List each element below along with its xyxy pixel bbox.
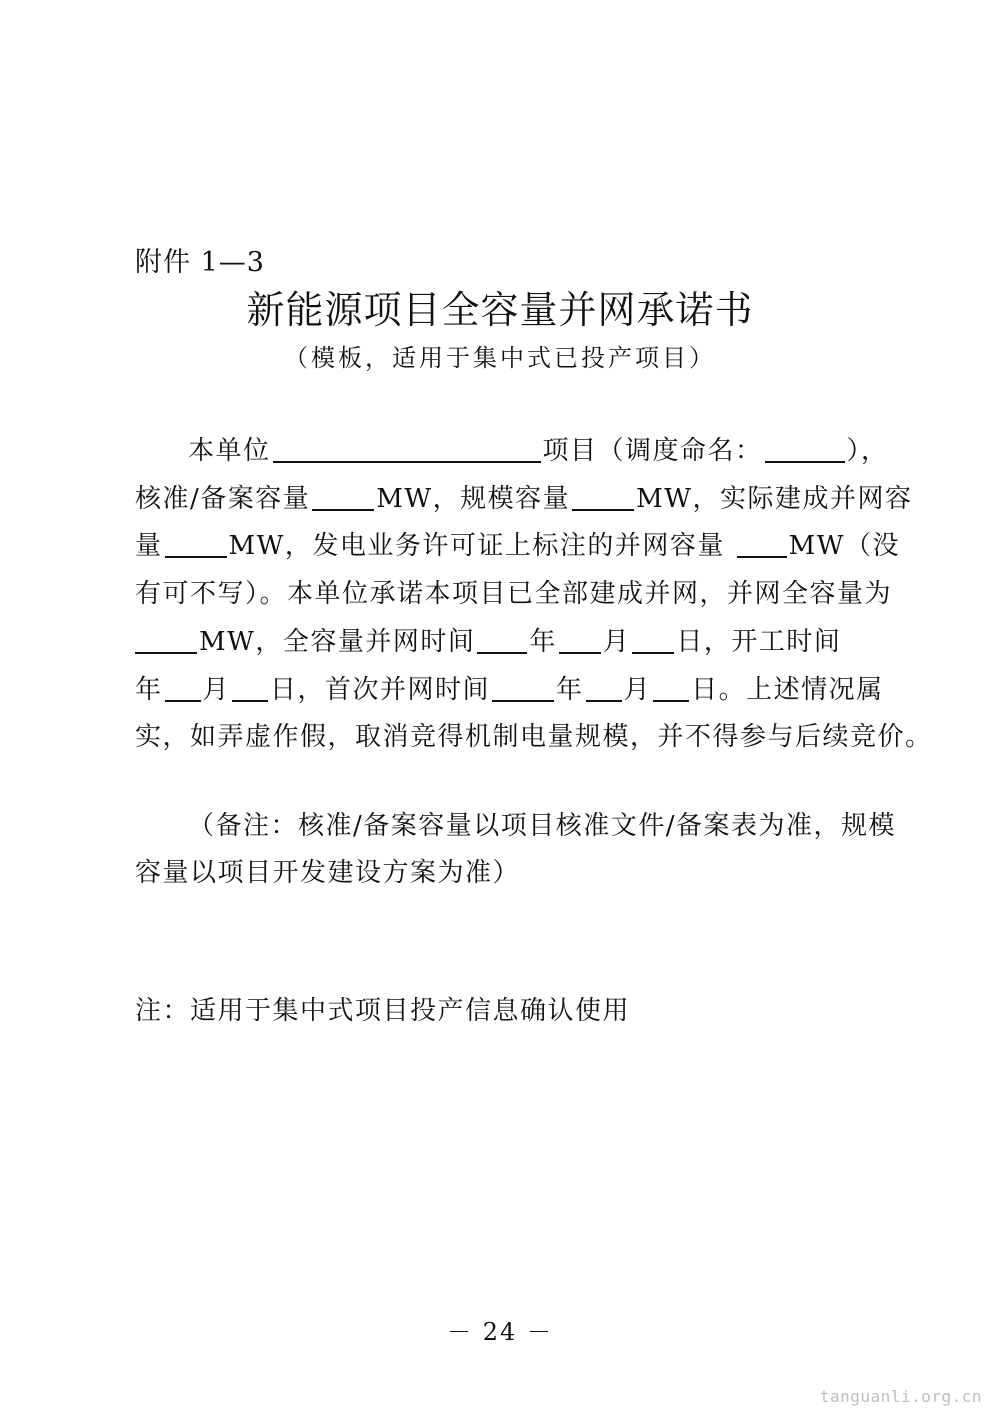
text-segment: 年 (556, 674, 584, 705)
text-segment: MW（没 (788, 531, 900, 562)
text-segment: 日。上述情况属 (691, 674, 884, 705)
text-segment: 量 (135, 531, 163, 562)
text-segment: 日，首次并网时间 (270, 674, 491, 705)
text-segment: 项目（调度命名： (542, 436, 763, 466)
first-grid-year-blank[interactable] (492, 670, 554, 702)
full-grid-month-blank[interactable] (559, 622, 601, 654)
text-segment: MW，发电业务许可证上标注的并网容量 (228, 531, 735, 562)
text-segment: 月 (623, 674, 652, 705)
annex-label: 附件 1—3 (135, 247, 265, 278)
text-segment: ）， (846, 436, 889, 466)
full-grid-year-blank[interactable] (477, 622, 527, 654)
full-grid-day-blank[interactable] (632, 622, 674, 654)
text-segment: 本单位 (188, 436, 271, 466)
text-segment: 日，开工时间 (676, 626, 842, 657)
paragraph-line-6 (135, 667, 884, 715)
first-grid-day-blank[interactable] (653, 670, 689, 702)
remark-line-2: 容量以项目开发建设方案为准） (135, 858, 521, 888)
text-segment: 核准/备案容量 (135, 483, 311, 514)
scale-capacity-blank[interactable] (572, 479, 634, 511)
document-subtitle: （模板，适用于集中式已投产项目） (284, 344, 716, 372)
dispatch-name-blank[interactable] (765, 431, 845, 463)
start-month-blank[interactable] (165, 670, 201, 702)
license-capacity-blank[interactable] (737, 526, 787, 558)
text-segment: 有可不写）。本单位承诺本项目已全部建成并网，并网全容量为 (135, 579, 893, 610)
page-number: － 24 － (447, 1318, 553, 1346)
paragraph-line-1 (135, 428, 889, 476)
paragraph-line-4 (135, 571, 893, 619)
text-segment: 年 (135, 674, 163, 705)
text-segment: 年 (529, 626, 557, 657)
start-day-blank[interactable] (232, 670, 268, 702)
paragraph-line-7 (135, 714, 933, 762)
document-title: 新能源项目全容量并网承诺书 (246, 288, 754, 332)
approved-capacity-blank[interactable] (312, 479, 374, 511)
footnote: 注：适用于集中式项目投产信息确认使用 (135, 996, 631, 1026)
remark-line-1: （备注：核准/备案容量以项目核准文件/备案表为准，规模 (188, 811, 897, 841)
remark-paragraph (135, 803, 897, 897)
text-segment: MW，规模容量 (376, 483, 571, 514)
text-segment: 月 (602, 626, 631, 657)
text-segment: MW，实际建成并网容 (636, 483, 913, 514)
unit-name-blank[interactable] (273, 431, 541, 463)
paragraph-line-3 (135, 523, 900, 571)
text-segment: 实，如弄虚作假，取消竞得机制电量规模，并不得参与后续竞价。 (135, 722, 933, 753)
text-segment: 月 (202, 674, 231, 705)
text-segment: MW，全容量并网时间 (199, 626, 476, 657)
commitment-paragraph (135, 428, 933, 762)
first-grid-month-blank[interactable] (586, 670, 622, 702)
paragraph-line-2 (135, 476, 913, 524)
watermark: tanguanli.org.cn (819, 1387, 982, 1406)
actual-grid-capacity-blank[interactable] (165, 526, 227, 558)
paragraph-line-5 (135, 619, 880, 667)
full-capacity-blank[interactable] (135, 622, 197, 654)
